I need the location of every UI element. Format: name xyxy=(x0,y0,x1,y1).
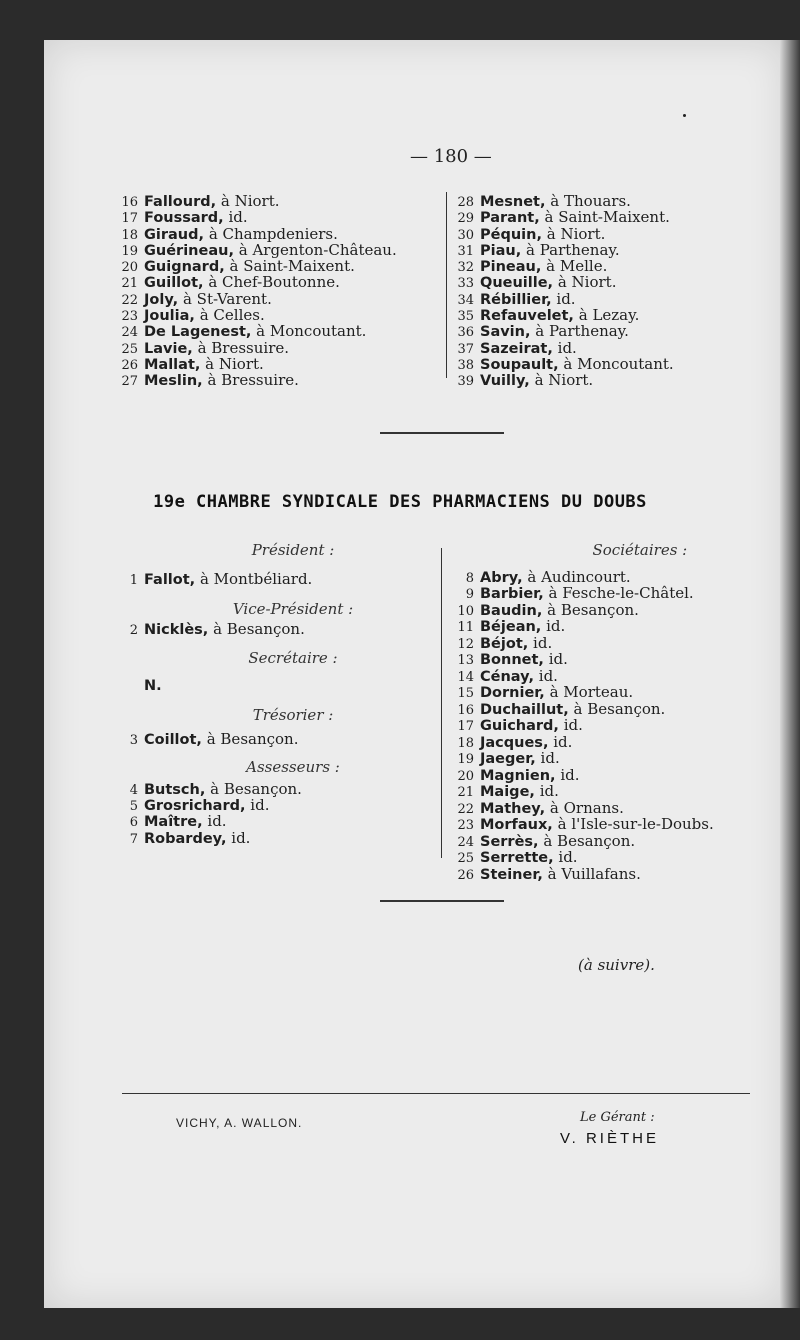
entry-number: 3 xyxy=(129,733,138,749)
entry-place: à Montbéliard. xyxy=(199,570,313,589)
entry-number: 36 xyxy=(457,325,474,341)
entry-number: 8 xyxy=(465,570,474,586)
list-item xyxy=(454,652,714,669)
entry-place: à Besançon. xyxy=(573,699,666,718)
entry-place: id. xyxy=(558,848,578,866)
entry-number: 6 xyxy=(129,815,138,831)
entry-place: id. xyxy=(207,812,227,831)
list-item xyxy=(454,289,674,308)
entry-number: 37 xyxy=(457,341,474,357)
entry-place: id. xyxy=(250,795,270,814)
page-right-edge xyxy=(780,40,800,1308)
entry-name: Mesnet, xyxy=(480,194,546,210)
entry-name: Soupault, xyxy=(480,356,559,373)
entry-number: 19 xyxy=(121,243,138,259)
entry-place: à Morteau. xyxy=(549,683,634,701)
entry-place: à Ornans. xyxy=(549,798,624,817)
entry-name: Magnien, xyxy=(480,767,556,784)
entry-number: 21 xyxy=(121,276,138,292)
entry-place: à Thouars. xyxy=(550,192,631,210)
gerant-label: Le Gérant : xyxy=(580,1110,655,1125)
entry-name: Savin, xyxy=(480,324,531,341)
entry-place: à Celles. xyxy=(199,306,265,325)
entry-number: 9 xyxy=(465,587,474,602)
entry-number: 18 xyxy=(121,227,138,243)
entry-number: 12 xyxy=(457,636,474,652)
entry-name: Coillot, xyxy=(144,732,202,749)
entry-place: id. xyxy=(540,749,560,767)
entry-place: à Saint-Maixent. xyxy=(544,208,670,227)
list-item xyxy=(454,619,714,636)
entry-number: 26 xyxy=(457,867,474,883)
entry-name: Grosrichard, xyxy=(144,797,246,814)
vice-president-label: Vice-Président : xyxy=(232,599,354,618)
list-item xyxy=(118,795,428,814)
entry-number: 7 xyxy=(129,831,138,847)
entry-place: à Bressuire. xyxy=(197,338,290,357)
entry-number: 38 xyxy=(457,357,474,373)
president-label: Président : xyxy=(251,541,335,559)
entry-number: 24 xyxy=(121,325,138,341)
entry-place: id. xyxy=(539,782,559,800)
entry-name: Sazeirat, xyxy=(480,340,553,357)
entry-name: Jacques, xyxy=(480,734,549,751)
entry-place: id. xyxy=(557,338,577,357)
entry-number: 26 xyxy=(121,357,138,373)
entry-name: Fallourd, xyxy=(144,194,217,210)
entry-place: à Champdeniers. xyxy=(208,224,338,243)
list-item xyxy=(454,864,714,884)
entry-number: 32 xyxy=(457,260,474,276)
a-suivre: (à suivre). xyxy=(578,956,655,974)
entry-place: à Fesche-le-Châtel. xyxy=(548,584,694,602)
entry-place: à Saint-Maixent. xyxy=(229,257,355,276)
member-list-left xyxy=(118,194,397,390)
ink-speck xyxy=(683,114,686,117)
entry-name: Nicklès, xyxy=(144,621,209,638)
entry-name: Vuilly, xyxy=(480,373,530,390)
entry-number: 39 xyxy=(457,374,474,390)
entry-place: à Niort. xyxy=(557,273,617,292)
entry-place: à Vuillafans. xyxy=(547,864,641,883)
list-item xyxy=(118,828,428,847)
entry-place: à Niort. xyxy=(534,371,594,390)
entry-place: à l'Isle-sur-le-Doubs. xyxy=(557,815,714,833)
entry-number: 2 xyxy=(129,622,138,638)
vice-president-entry xyxy=(118,619,428,638)
entry-place: id. xyxy=(533,633,553,652)
entry-number: 22 xyxy=(457,801,474,817)
entry-place: à Niort. xyxy=(220,192,280,210)
list-item xyxy=(454,831,714,851)
entry-number: 31 xyxy=(457,243,474,259)
entry-number: 34 xyxy=(457,292,474,308)
officers-block xyxy=(118,543,428,847)
entry-name: Fallot, xyxy=(144,572,196,589)
column-divider xyxy=(441,548,442,858)
secretaire-label: Secrétaire : xyxy=(248,649,338,668)
entry-number: 14 xyxy=(457,669,474,685)
entry-place: id. xyxy=(553,732,573,751)
list-item xyxy=(118,814,428,830)
entry-name: Serrès, xyxy=(480,833,539,850)
section-rule xyxy=(380,432,504,434)
entry-number: 17 xyxy=(457,719,474,734)
president-entry xyxy=(118,572,428,588)
column-divider xyxy=(446,192,447,378)
list-item xyxy=(454,718,714,735)
societaires-label: Sociétaires : xyxy=(592,541,688,559)
entry-number: 18 xyxy=(457,735,474,751)
assesseurs-label: Assesseurs : xyxy=(246,758,340,777)
entry-name: Steiner, xyxy=(480,866,543,883)
entry-number: 1 xyxy=(129,573,138,589)
entry-name: Maître, xyxy=(144,814,203,831)
entry-place: à Moncoutant. xyxy=(563,354,674,373)
entry-name: Parant, xyxy=(480,210,540,227)
entry-name: Pineau, xyxy=(480,259,542,276)
list-item xyxy=(454,699,714,719)
entry-place: à Moncoutant. xyxy=(256,322,367,341)
entry-name: Joulia, xyxy=(144,308,195,325)
entry-number: 35 xyxy=(457,309,474,325)
entry-number: 16 xyxy=(121,195,138,210)
entry-place: à Niort. xyxy=(546,224,606,243)
entry-name: Refauvelet, xyxy=(480,308,574,325)
entry-name: Butsch, xyxy=(144,781,206,798)
entry-name: Foussard, xyxy=(144,210,224,227)
entry-place: à Niort. xyxy=(205,354,264,373)
societaires-block xyxy=(454,543,714,883)
entry-name: Dornier, xyxy=(480,685,545,701)
entry-number: 16 xyxy=(457,702,474,718)
entry-place: id. xyxy=(548,650,568,668)
entry-name: Guillot, xyxy=(144,275,204,292)
tresorier-entry xyxy=(118,732,428,748)
secretaire-entry xyxy=(118,678,428,694)
entry-name: Maige, xyxy=(480,784,535,800)
entry-number: 25 xyxy=(457,851,474,866)
entry-place: à Besançon. xyxy=(206,730,299,749)
list-item xyxy=(454,600,714,620)
entry-name: Bonnet, xyxy=(480,652,544,668)
section-rule xyxy=(380,900,504,902)
entry-place: id. xyxy=(228,208,248,227)
entry-place: id. xyxy=(538,666,558,685)
list-item xyxy=(454,633,714,653)
entry-number: 20 xyxy=(457,768,474,784)
entry-place: à Besançon. xyxy=(543,831,636,850)
entry-number: 28 xyxy=(457,195,474,210)
entry-number: 29 xyxy=(457,211,474,227)
entry-place: à Lezay. xyxy=(578,306,640,325)
entry-name: Abry, xyxy=(480,569,523,586)
footer-rule xyxy=(122,1093,750,1094)
page-number: — 180 — xyxy=(410,146,492,167)
entry-name: Giraud, xyxy=(144,226,205,243)
list-item xyxy=(454,751,714,768)
list-item xyxy=(454,732,714,752)
list-item xyxy=(118,373,397,389)
entry-name: Piau, xyxy=(480,242,522,259)
list-item xyxy=(454,373,674,389)
list-item xyxy=(118,194,397,210)
entry-place: à St-Varent. xyxy=(182,289,272,308)
list-item xyxy=(454,765,714,785)
entry-name: Lavie, xyxy=(144,340,193,357)
entry-name: Guignard, xyxy=(144,259,225,276)
member-list-right xyxy=(454,194,674,390)
entry-name: Rébillier, xyxy=(480,291,552,308)
entry-number: 19 xyxy=(457,752,474,767)
entry-place: id. xyxy=(556,289,576,308)
entry-name: Meslin, xyxy=(144,373,203,390)
entry-place: à Chef-Boutonne. xyxy=(208,273,340,292)
entry-name: Béjot, xyxy=(480,635,529,652)
entry-place: id. xyxy=(546,617,566,635)
entry-place: à Besançon. xyxy=(547,600,639,619)
entry-name: Barbier, xyxy=(480,586,544,602)
entry-number: 22 xyxy=(121,292,138,308)
entry-number: 15 xyxy=(457,686,474,701)
entry-number: 20 xyxy=(121,260,138,276)
societaires-list xyxy=(454,567,714,884)
entry-name: Mallat, xyxy=(144,356,201,373)
entry-name: Baudin, xyxy=(480,602,543,619)
entry-number: 33 xyxy=(457,276,474,292)
entry-name: Queuille, xyxy=(480,275,554,292)
entry-place: à Audincourt. xyxy=(527,567,631,586)
entry-name: Joly, xyxy=(144,291,179,308)
tresorier-label: Trésorier : xyxy=(252,705,334,724)
entry-name: Guérineau, xyxy=(144,242,234,259)
entry-number: 10 xyxy=(457,603,474,619)
entry-name: Péquin, xyxy=(480,226,542,243)
entry-number: 11 xyxy=(457,620,474,635)
entry-number: 5 xyxy=(129,798,138,814)
entry-name: Robardey, xyxy=(144,830,227,847)
section-heading: 19e CHAMBRE SYNDICALE DES PHARMACIENS DU DOUBS xyxy=(153,492,647,512)
entry-number: 30 xyxy=(457,227,474,243)
entry-name: Duchaillut, xyxy=(480,701,569,718)
entry-name: Mathey, xyxy=(480,800,546,817)
entry-number: 23 xyxy=(121,309,138,325)
entry-number: 17 xyxy=(121,211,138,227)
entry-place: à Bressuire. xyxy=(207,371,299,390)
entry-place: id. xyxy=(231,828,251,847)
entry-place: à Besançon. xyxy=(213,619,305,638)
entry-number: 21 xyxy=(457,785,474,800)
entry-place: à Melle. xyxy=(546,257,608,276)
entry-name: Serrette, xyxy=(480,850,554,866)
entry-name: De Lagenest, xyxy=(144,324,252,341)
entry-place: à Besançon. xyxy=(210,779,302,798)
entry-name: Jaeger, xyxy=(480,751,536,767)
list-item xyxy=(118,779,428,798)
entry-place: à Argenton-Château. xyxy=(238,240,397,259)
gerant-name: V. RIÈTHE xyxy=(560,1130,659,1147)
entry-place: à Parthenay. xyxy=(535,322,629,341)
entry-number: 13 xyxy=(457,653,474,668)
entry-name: Cénay, xyxy=(480,668,534,685)
entry-number: 4 xyxy=(129,782,138,798)
entry-place: à Parthenay. xyxy=(526,240,620,259)
entry-name: Morfaux, xyxy=(480,817,553,833)
entry-place: id. xyxy=(563,716,583,734)
entry-name: Béjean, xyxy=(480,619,542,635)
entry-name: Guichard, xyxy=(480,718,559,734)
entry-number: 27 xyxy=(121,374,138,390)
entry-name: N. xyxy=(144,678,162,695)
entry-number: 25 xyxy=(121,341,138,357)
entry-place: id. xyxy=(560,765,580,784)
entry-number: 23 xyxy=(457,818,474,833)
printer-imprint: VICHY, A. WALLON. xyxy=(176,1116,303,1130)
entry-number: 24 xyxy=(457,834,474,850)
assesseurs-list xyxy=(118,779,428,847)
